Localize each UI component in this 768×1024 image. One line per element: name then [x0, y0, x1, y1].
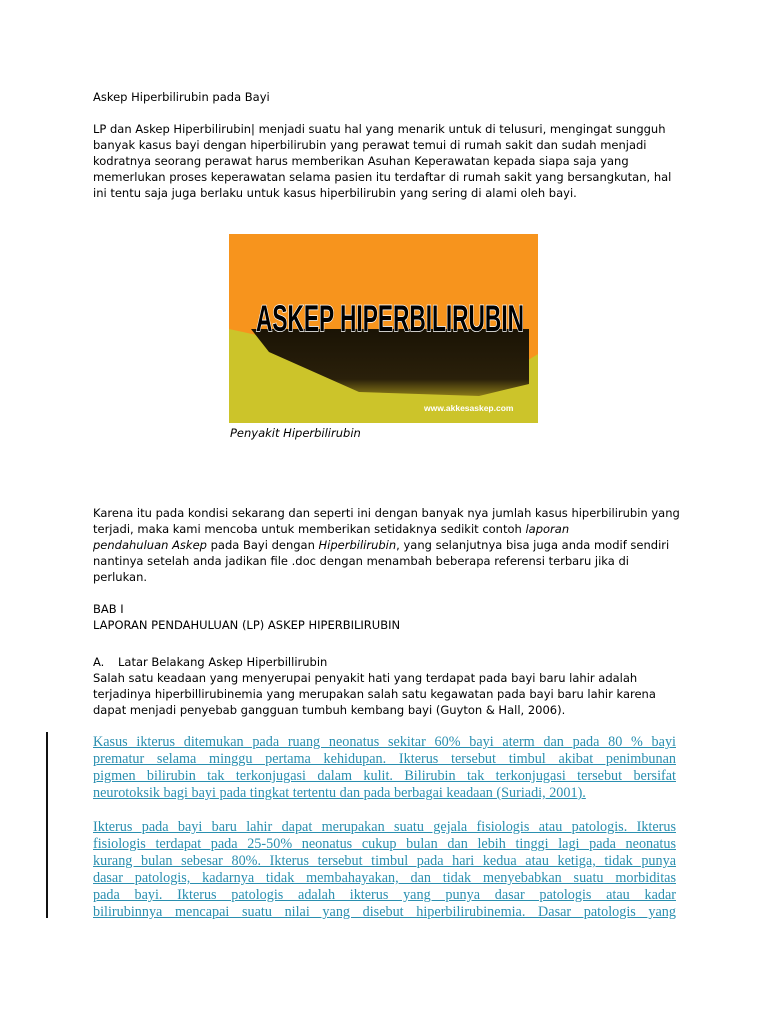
para2-line: perlukan. — [93, 570, 148, 584]
para2-line: Karena itu pada kondisi sekarang dan seperti ini dengan banyak nya jumlah kasus hiperbilirubin yang — [93, 506, 680, 520]
tracked-line: Ikterus pada bayi baru lahir dapat merupakan suatu gejala fisiologis atau patologis. Ikterus — [93, 819, 676, 835]
para2-italic: pendahuluan Askep — [93, 538, 207, 552]
banner-caption: Penyakit Hiperbilirubin — [230, 426, 361, 440]
tracked-line: kurang bulan sebesar 80%. Ikterus tersebut timbul pada hari kedua atau ketiga, tidak punya — [93, 853, 676, 869]
tracked-line: dasar patologis, kadarnya tidak membahayakan, dan tidak menyebabkan suatu morbiditas — [93, 870, 676, 886]
section-line: terjadinya hiperbillirubinemia yang merupakan salah satu kegawatan pada bayi baru lahir karena — [93, 687, 656, 701]
tracked-line: pigmen bilirubin tak terkonjugasi dalam kulit. Bilirubin tak terkonjugasi tersebut bersifat — [93, 768, 676, 784]
tracked-line: neurotoksik bagi bayi pada tingkat tertentu dan pada berbagai keadaan (Suriadi, 2001). — [93, 785, 586, 801]
para2-line: nantinya setelah anda jadikan file .doc dengan menambah beberapa referensi terbaru jika di — [93, 554, 629, 568]
intro-line: LP dan Askep Hiperbilirubin| menjadi suatu hal yang menarik untuk di telusuri, mengingat sungguh — [93, 122, 666, 136]
tracked-line: bilirubinnya mencapai suatu nilai yang disebut hiperbilirubinemia. Dasar patologis yang — [93, 904, 676, 920]
tracked-line: pada bayi. Ikterus patologis adalah ikterus yang punya dasar patologis atau kadar — [93, 887, 676, 903]
askep-banner-image — [229, 234, 538, 423]
intro-line: banyak kasus bayi dengan hiperbilirubin yang perawat temui di rumah sakit dan sudah menjadi — [93, 138, 647, 152]
section-line: dapat menjadi penyebab gangguan tumbuh kembang bayi (Guyton & Hall, 2006). — [93, 703, 566, 717]
para2-text: , yang selanjutnya bisa juga anda modif sendiri — [396, 538, 670, 552]
para2-line — [93, 521, 569, 538]
chapter-number: BAB I — [93, 602, 124, 616]
para2-italic: Hiperbilirubin — [318, 538, 397, 552]
para2-text: pada Bayi dengan — [206, 538, 319, 552]
para2-italic: laporan — [525, 522, 570, 536]
banner-graphic — [229, 234, 538, 423]
tracked-line: Kasus ikterus ditemukan pada ruang neonatus sekitar 60% bayi aterm dan pada 80 % bayi — [93, 734, 676, 750]
section-line: Salah satu keadaan yang menyerupai penyakit hati yang terdapat pada bayi baru lahir adalah — [93, 671, 638, 685]
para2-line — [93, 537, 669, 554]
tracked-line: fisiologis terdapat pada 25-50% neonatus cukup bulan dan lebih tinggi lagi pada neonatus — [93, 836, 676, 852]
tracked-line: prematur selama minggu pertama kehidupan. Ikterus tersebut timbul akibat penimbunan — [93, 751, 676, 767]
intro-line: kodratnya seorang perawat harus memberikan Asuhan Keperawatan kepada siapa saja yang — [93, 154, 629, 168]
banner-url: www.akkesaskep.com — [424, 403, 514, 413]
para2-text: terjadi, maka kami mencoba untuk memberikan setidaknya sedikit contoh — [93, 522, 526, 536]
banner-headline: ASKEP HIPERBILIRUBIN — [256, 298, 524, 339]
change-bar — [46, 732, 48, 918]
chapter-title: LAPORAN PENDAHULUAN (LP) ASKEP HIPERBILIRUBIN — [93, 618, 401, 632]
document-title: Askep Hiperbilirubin pada Bayi — [93, 90, 270, 104]
intro-line: memerlukan proses keperawatan selama pasien itu terdaftar di rumah sakit yang bersangkutan, hal — [93, 170, 672, 184]
section-heading: Latar Belakang Askep Hiperbillirubin — [118, 655, 328, 669]
section-marker: A. — [93, 655, 105, 669]
intro-line: ini tentu saja juga berlaku untuk kasus hiperbilirubin yang sering di alami oleh bayi. — [93, 186, 577, 200]
